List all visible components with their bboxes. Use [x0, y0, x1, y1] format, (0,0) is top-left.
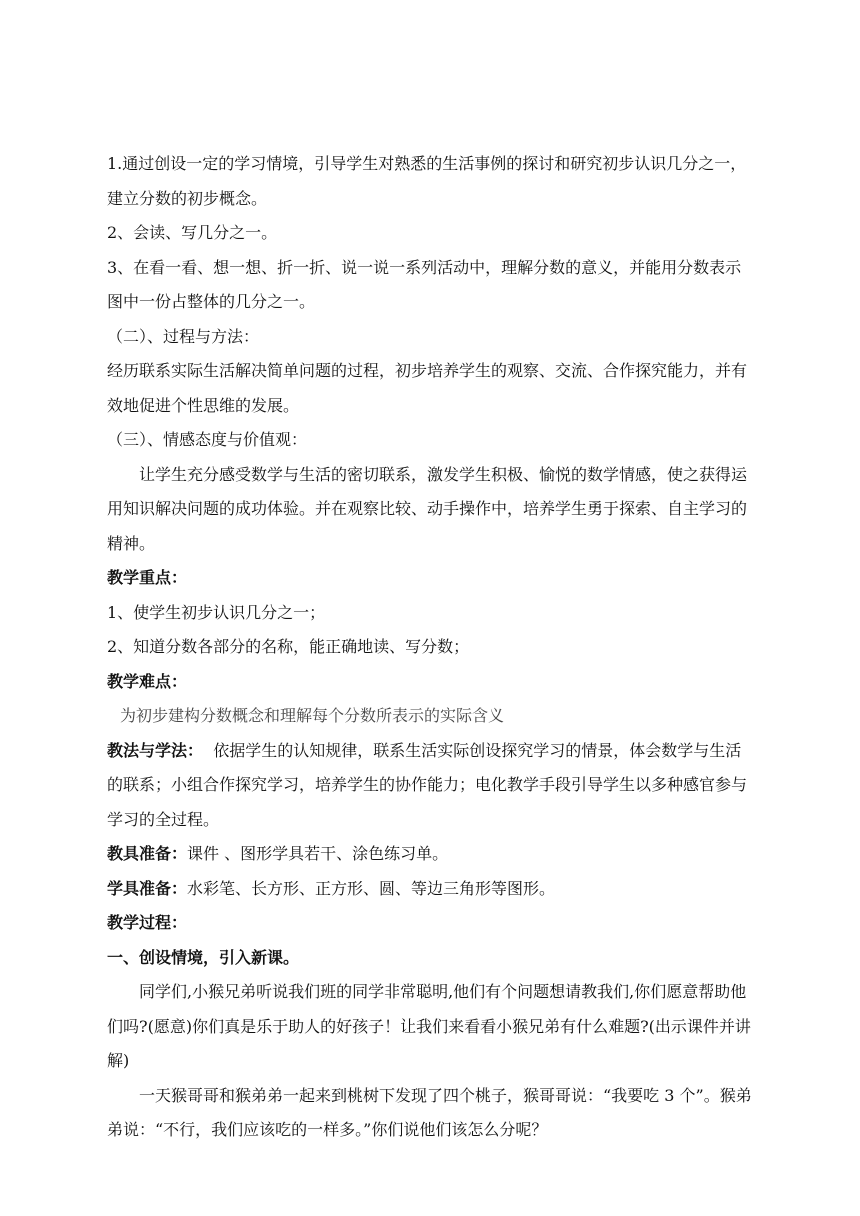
section-1-heading: 一、创设情境，引入新课。 — [107, 947, 300, 967]
student-tools-paragraph — [107, 872, 755, 907]
methods-text: 依据学生的认知规律，联系生活实际创设探究学习的情景，体会数学与生活的联系；小组合作探究学习，培养学生的协作能力；电化教学手段引导学生以多种感官参与学习的全过程。 — [107, 740, 748, 829]
difficulty-text: 为初步建构分数概念和理解每个分数所表示的实际含义 — [120, 706, 505, 725]
methods-label: 教法与学法： — [107, 740, 204, 760]
teacher-tools-paragraph — [107, 837, 755, 872]
teacher-tools-label: 教具准备： — [107, 844, 188, 863]
document-body — [107, 147, 755, 1148]
emotion-attitude-heading: （三）、情感态度与价值观： — [107, 430, 308, 449]
methods-paragraph — [107, 734, 755, 838]
process-method-text: 经历联系实际生活解决简单问题的过程，初步培养学生的观察、交流、合作探究能力，并有效地促进个性思维的发展。 — [107, 361, 748, 415]
key-point-item-2: 2、知道分数各部分的名称，能正确地读、写分数； — [107, 637, 470, 656]
key-points-heading: 教学重点： — [107, 568, 188, 587]
objective-item-1: 1.通过创设一定的学习情境，引导学生对熟悉的生活事例的探讨和研究初步认识几分之一，建立分数的初步概念。 — [107, 154, 747, 208]
objective-item-3: 3、在看一看、想一想、折一折、说一说一系列活动中，理解分数的意义，并能用分数表示图中一份占整体的几分之一。 — [107, 257, 742, 311]
procedure-heading: 教学过程： — [107, 913, 188, 932]
student-tools-text: 水彩笔、长方形、正方形、圆、等边三角形等图形。 — [187, 878, 556, 898]
difficulty-heading: 教学难点： — [107, 671, 188, 691]
section-1-paragraph-1: 同学们,小猴兄弟听说我们班的同学非常聪明,他们有个问题想请教我们,你们愿意帮助他们吗?(愿意)你们真是乐于助人的好孩子！让我们来看看小猴兄弟有什么难题?(出示课件并讲解) — [107, 982, 751, 1070]
process-method-heading: （二）、过程与方法： — [107, 326, 260, 346]
key-point-item-1: 1、使学生初步认识几分之一； — [107, 602, 326, 622]
emotion-attitude-text: 让学生充分感受数学与生活的密切联系，激发学生积极、愉悦的数学情感，使之获得运用知识解决问题的成功体验。并在观察比较、动手操作中，培养学生勇于探索、自主学习的精神。 — [107, 464, 748, 553]
teacher-tools-text: 课件 、图形学具若干、涂色练习单。 — [187, 844, 449, 863]
section-1-paragraph-2: 一天猴哥哥和猴弟弟一起来到桃树下发现了四个桃子，猴哥哥说：“我要吃 3 个”。猴弟弟说：“不行，我们应该吃的一样多。”你们说他们该怎么分呢？ — [107, 1085, 752, 1139]
objective-item-2: 2、会读、写几分之一。 — [107, 223, 278, 242]
student-tools-label: 学具准备： — [107, 878, 188, 898]
